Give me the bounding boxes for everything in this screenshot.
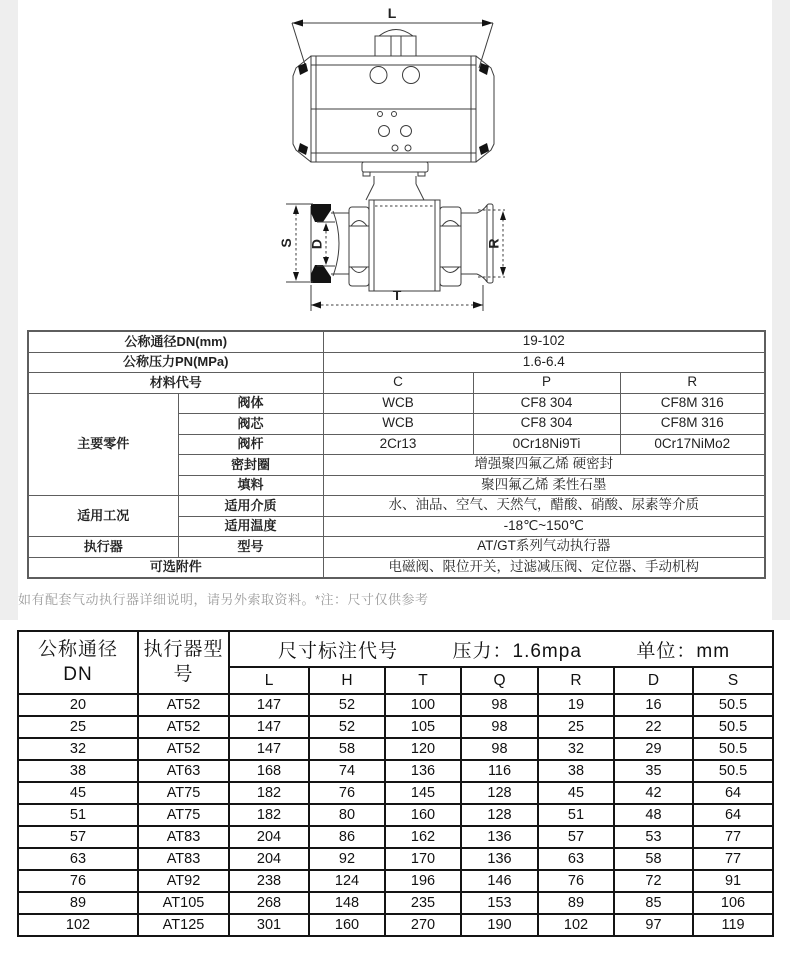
- dim-table-cell: 119: [693, 914, 773, 936]
- dim-table-cell: 268: [229, 892, 309, 914]
- pn-label: 公称压力PN(MPa): [28, 352, 323, 373]
- spec-row-pn: [28, 352, 765, 373]
- dim-table-cell: 168: [229, 760, 309, 782]
- col-header-S: S: [693, 667, 773, 694]
- dim-table-cell: 128: [461, 782, 538, 804]
- dim-table-cell: 50.5: [693, 760, 773, 782]
- dim-table-cell: 76: [18, 870, 138, 892]
- dim-table-cell: 72: [614, 870, 693, 892]
- part-value: 0Cr17NiMo2: [620, 434, 765, 455]
- part-value: CF8M 316: [620, 393, 765, 414]
- dim-table-cell: AT125: [138, 914, 229, 936]
- col-header-R: R: [538, 667, 614, 694]
- dim-table-row: [18, 870, 773, 892]
- part-value: WCB: [323, 414, 473, 435]
- part-name: 阀杆: [178, 434, 323, 455]
- dim-table-cell: 147: [229, 694, 309, 716]
- dn-value: 19-102: [323, 331, 765, 352]
- dim-table-row: [18, 892, 773, 914]
- dn-header-line1: 公称通径: [37, 638, 118, 660]
- dim-table-cell: 204: [229, 826, 309, 848]
- dim-table-cell: 196: [385, 870, 461, 892]
- dim-table-cell: 45: [538, 782, 614, 804]
- seal-value: 增强聚四氟乙烯 硬密封: [323, 455, 765, 476]
- dim-table-cell: 301: [229, 914, 309, 936]
- dim-table-cell: 32: [538, 738, 614, 760]
- dim-table-cell: 74: [309, 760, 385, 782]
- part-value: CF8M 316: [620, 414, 765, 435]
- dim-table-cell: AT52: [138, 716, 229, 738]
- dim-table-cell: 42: [614, 782, 693, 804]
- material-code-r: R: [620, 373, 765, 394]
- dim-table-cell: 38: [18, 760, 138, 782]
- dim-table-row: [18, 716, 773, 738]
- dim-table-cell: 25: [18, 716, 138, 738]
- dim-table-cell: AT52: [138, 694, 229, 716]
- col-header-Q: Q: [461, 667, 538, 694]
- dim-table-cell: 102: [538, 914, 614, 936]
- dim-table-cell: 38: [538, 760, 614, 782]
- dim-table-cell: 153: [461, 892, 538, 914]
- part-name: 阀体: [178, 393, 323, 414]
- dimension-table: [17, 630, 774, 937]
- dim-table-cell: 77: [693, 826, 773, 848]
- dim-table-cell: AT52: [138, 738, 229, 760]
- dim-table-cell: 124: [309, 870, 385, 892]
- dimension-R: [486, 211, 507, 276]
- dim-table-cell: 120: [385, 738, 461, 760]
- dim-table-cell: 58: [614, 848, 693, 870]
- material-code-c: C: [323, 373, 473, 394]
- dim-table-cell: 238: [229, 870, 309, 892]
- title-unit: 单位：mm: [636, 640, 731, 662]
- dim-table-cell: 63: [18, 848, 138, 870]
- dim-table-title: [229, 631, 773, 667]
- dim-table-cell: 50.5: [693, 738, 773, 760]
- spec-row-actuator: [28, 537, 765, 558]
- seal-label: 密封圈: [178, 455, 323, 476]
- dim-table-cell: AT83: [138, 848, 229, 870]
- dim-table-cell: 91: [693, 870, 773, 892]
- dim-table-row: [18, 804, 773, 826]
- dim-table-cell: 22: [614, 716, 693, 738]
- part-value: 0Cr18Ni9Ti: [473, 434, 620, 455]
- pneumatic-actuator: [293, 30, 494, 177]
- dim-table-cell: 105: [385, 716, 461, 738]
- dn-label: 公称通径DN(mm): [28, 331, 323, 352]
- dim-table-cell: 57: [538, 826, 614, 848]
- dim-table-cell: 98: [461, 716, 538, 738]
- pn-value: 1.6-6.4: [323, 352, 765, 373]
- accessory-label: 可选附件: [28, 557, 323, 578]
- valve-technical-drawing: [0, 0, 790, 330]
- dim-table-title-row: [18, 631, 773, 667]
- packing-label: 填料: [178, 475, 323, 496]
- dim-table-row: [18, 760, 773, 782]
- union-nut-left: [349, 207, 369, 286]
- dim-table-cell: AT92: [138, 870, 229, 892]
- dn-column-header: [18, 631, 138, 694]
- dim-table-cell: 145: [385, 782, 461, 804]
- air-port-left: [370, 67, 387, 84]
- dim-table-cell: 182: [229, 804, 309, 826]
- dim-label-R: R: [485, 238, 502, 249]
- dim-label-L: L: [387, 5, 397, 21]
- dim-table-cell: 85: [614, 892, 693, 914]
- dim-table-cell: 160: [385, 804, 461, 826]
- dim-table-cell: AT63: [138, 760, 229, 782]
- part-name: 阀芯: [178, 414, 323, 435]
- dim-table-cell: 116: [461, 760, 538, 782]
- dim-table-cell: AT75: [138, 804, 229, 826]
- dimension-T: [311, 285, 483, 311]
- part-value: 2Cr13: [323, 434, 473, 455]
- spec-row-accessory: [28, 557, 765, 578]
- medium-value: 水、油品、空气、天然气，醋酸、硝酸、尿素等介质: [323, 496, 765, 517]
- part-value: CF8 304: [473, 414, 620, 435]
- dim-table-cell: 106: [693, 892, 773, 914]
- dim-table-row: [18, 694, 773, 716]
- model-value: AT/GT系列气动执行器: [323, 537, 765, 558]
- dim-table-cell: 182: [229, 782, 309, 804]
- dim-table-row: [18, 914, 773, 936]
- dim-table-cell: 89: [538, 892, 614, 914]
- dim-table-cell: 270: [385, 914, 461, 936]
- dim-table-cell: 147: [229, 738, 309, 760]
- dim-table-cell: 170: [385, 848, 461, 870]
- temp-value: -18℃~150℃: [323, 516, 765, 537]
- dim-table-cell: 102: [18, 914, 138, 936]
- spec-row-medium: [28, 496, 765, 517]
- dim-table-cell: 76: [309, 782, 385, 804]
- dim-table-cell: 162: [385, 826, 461, 848]
- spec-table: [27, 330, 766, 579]
- air-port-right: [403, 67, 420, 84]
- dim-table-row: [18, 826, 773, 848]
- dim-table-cell: 92: [309, 848, 385, 870]
- dim-table-cell: 97: [614, 914, 693, 936]
- dim-table-body: [18, 694, 773, 936]
- col-header-H: H: [309, 667, 385, 694]
- dim-table-cell: 35: [614, 760, 693, 782]
- dim-table-cell: AT105: [138, 892, 229, 914]
- dim-table-cell: 89: [18, 892, 138, 914]
- col-header-D: D: [614, 667, 693, 694]
- packing-value: 聚四氟乙烯 柔性石墨: [323, 475, 765, 496]
- dim-table-cell: 136: [461, 848, 538, 870]
- dim-table-cell: 48: [614, 804, 693, 826]
- valve-body: [308, 200, 505, 291]
- dim-table-cell: 19: [538, 694, 614, 716]
- dim-table-cell: 25: [538, 716, 614, 738]
- dimension-D: [309, 222, 336, 266]
- dim-label-S: S: [278, 238, 294, 248]
- material-label: 材料代号: [28, 373, 323, 394]
- dim-table-cell: 57: [18, 826, 138, 848]
- material-code-p: P: [473, 373, 620, 394]
- union-nut-right: [440, 207, 461, 286]
- temp-label: 适用温度: [178, 516, 323, 537]
- dim-label-D: D: [308, 238, 325, 250]
- dim-table-cell: 16: [614, 694, 693, 716]
- dim-table-cell: 190: [461, 914, 538, 936]
- dim-table-cell: 51: [18, 804, 138, 826]
- dim-table-cell: 53: [614, 826, 693, 848]
- dim-table-cell: 136: [385, 760, 461, 782]
- dim-table-cell: 204: [229, 848, 309, 870]
- dim-table-cell: 58: [309, 738, 385, 760]
- dn-header-line2: DN: [63, 663, 93, 685]
- dim-table-cell: 148: [309, 892, 385, 914]
- dim-table-cell: 136: [461, 826, 538, 848]
- title-dimension-code: 尺寸标注代号: [278, 640, 399, 662]
- dim-table-cell: 160: [309, 914, 385, 936]
- part-value: CF8 304: [473, 393, 620, 414]
- dim-table-cell: 98: [461, 694, 538, 716]
- dim-table-cell: 86: [309, 826, 385, 848]
- dim-table-cell: 45: [18, 782, 138, 804]
- dim-table-row: [18, 782, 773, 804]
- dim-table-cell: 128: [461, 804, 538, 826]
- col-header-T: T: [385, 667, 461, 694]
- part-value: WCB: [323, 393, 473, 414]
- title-pressure: 压力：1.6mpa: [452, 640, 582, 662]
- dim-table-cell: 147: [229, 716, 309, 738]
- dim-table-cell: 100: [385, 694, 461, 716]
- model-label: 型号: [178, 537, 323, 558]
- medium-label: 适用介质: [178, 496, 323, 517]
- dim-table-cell: 76: [538, 870, 614, 892]
- dim-table-cell: 64: [693, 782, 773, 804]
- col-header-L: L: [229, 667, 309, 694]
- dim-label-T: T: [392, 287, 402, 303]
- accessory-value: 电磁阀、限位开关，过滤减压阀、定位器、手动机构: [323, 557, 765, 578]
- actuator-model-column-header: 执行器型号: [138, 631, 229, 694]
- dim-table-cell: 98: [461, 738, 538, 760]
- dim-table-cell: 235: [385, 892, 461, 914]
- dim-table-cell: 146: [461, 870, 538, 892]
- dim-table-cell: 52: [309, 694, 385, 716]
- parts-label: 主要零件: [28, 393, 178, 496]
- dim-table-cell: 51: [538, 804, 614, 826]
- dim-table-row: [18, 848, 773, 870]
- footnote: 如有配套气动执行器详细说明，请另外索取资料。*注：尺寸仅供参考: [18, 592, 429, 607]
- dim-table-cell: AT75: [138, 782, 229, 804]
- dim-table-cell: AT83: [138, 826, 229, 848]
- mounting-bracket: [366, 176, 424, 200]
- dim-table-row: [18, 738, 773, 760]
- dim-table-cell: 52: [309, 716, 385, 738]
- condition-label: 适用工况: [28, 496, 178, 537]
- dim-table-cell: 20: [18, 694, 138, 716]
- spec-row-part-body: [28, 393, 765, 414]
- spec-row-dn: [28, 331, 765, 352]
- dim-table-cell: 29: [614, 738, 693, 760]
- dim-table-cell: 64: [693, 804, 773, 826]
- dim-table-cell: 80: [309, 804, 385, 826]
- dim-table-cell: 50.5: [693, 716, 773, 738]
- dim-table-cell: 50.5: [693, 694, 773, 716]
- dim-table-cell: 63: [538, 848, 614, 870]
- spec-row-material: [28, 373, 765, 394]
- actuator-label: 执行器: [28, 537, 178, 558]
- dim-table-cell: 32: [18, 738, 138, 760]
- dim-table-cell: 77: [693, 848, 773, 870]
